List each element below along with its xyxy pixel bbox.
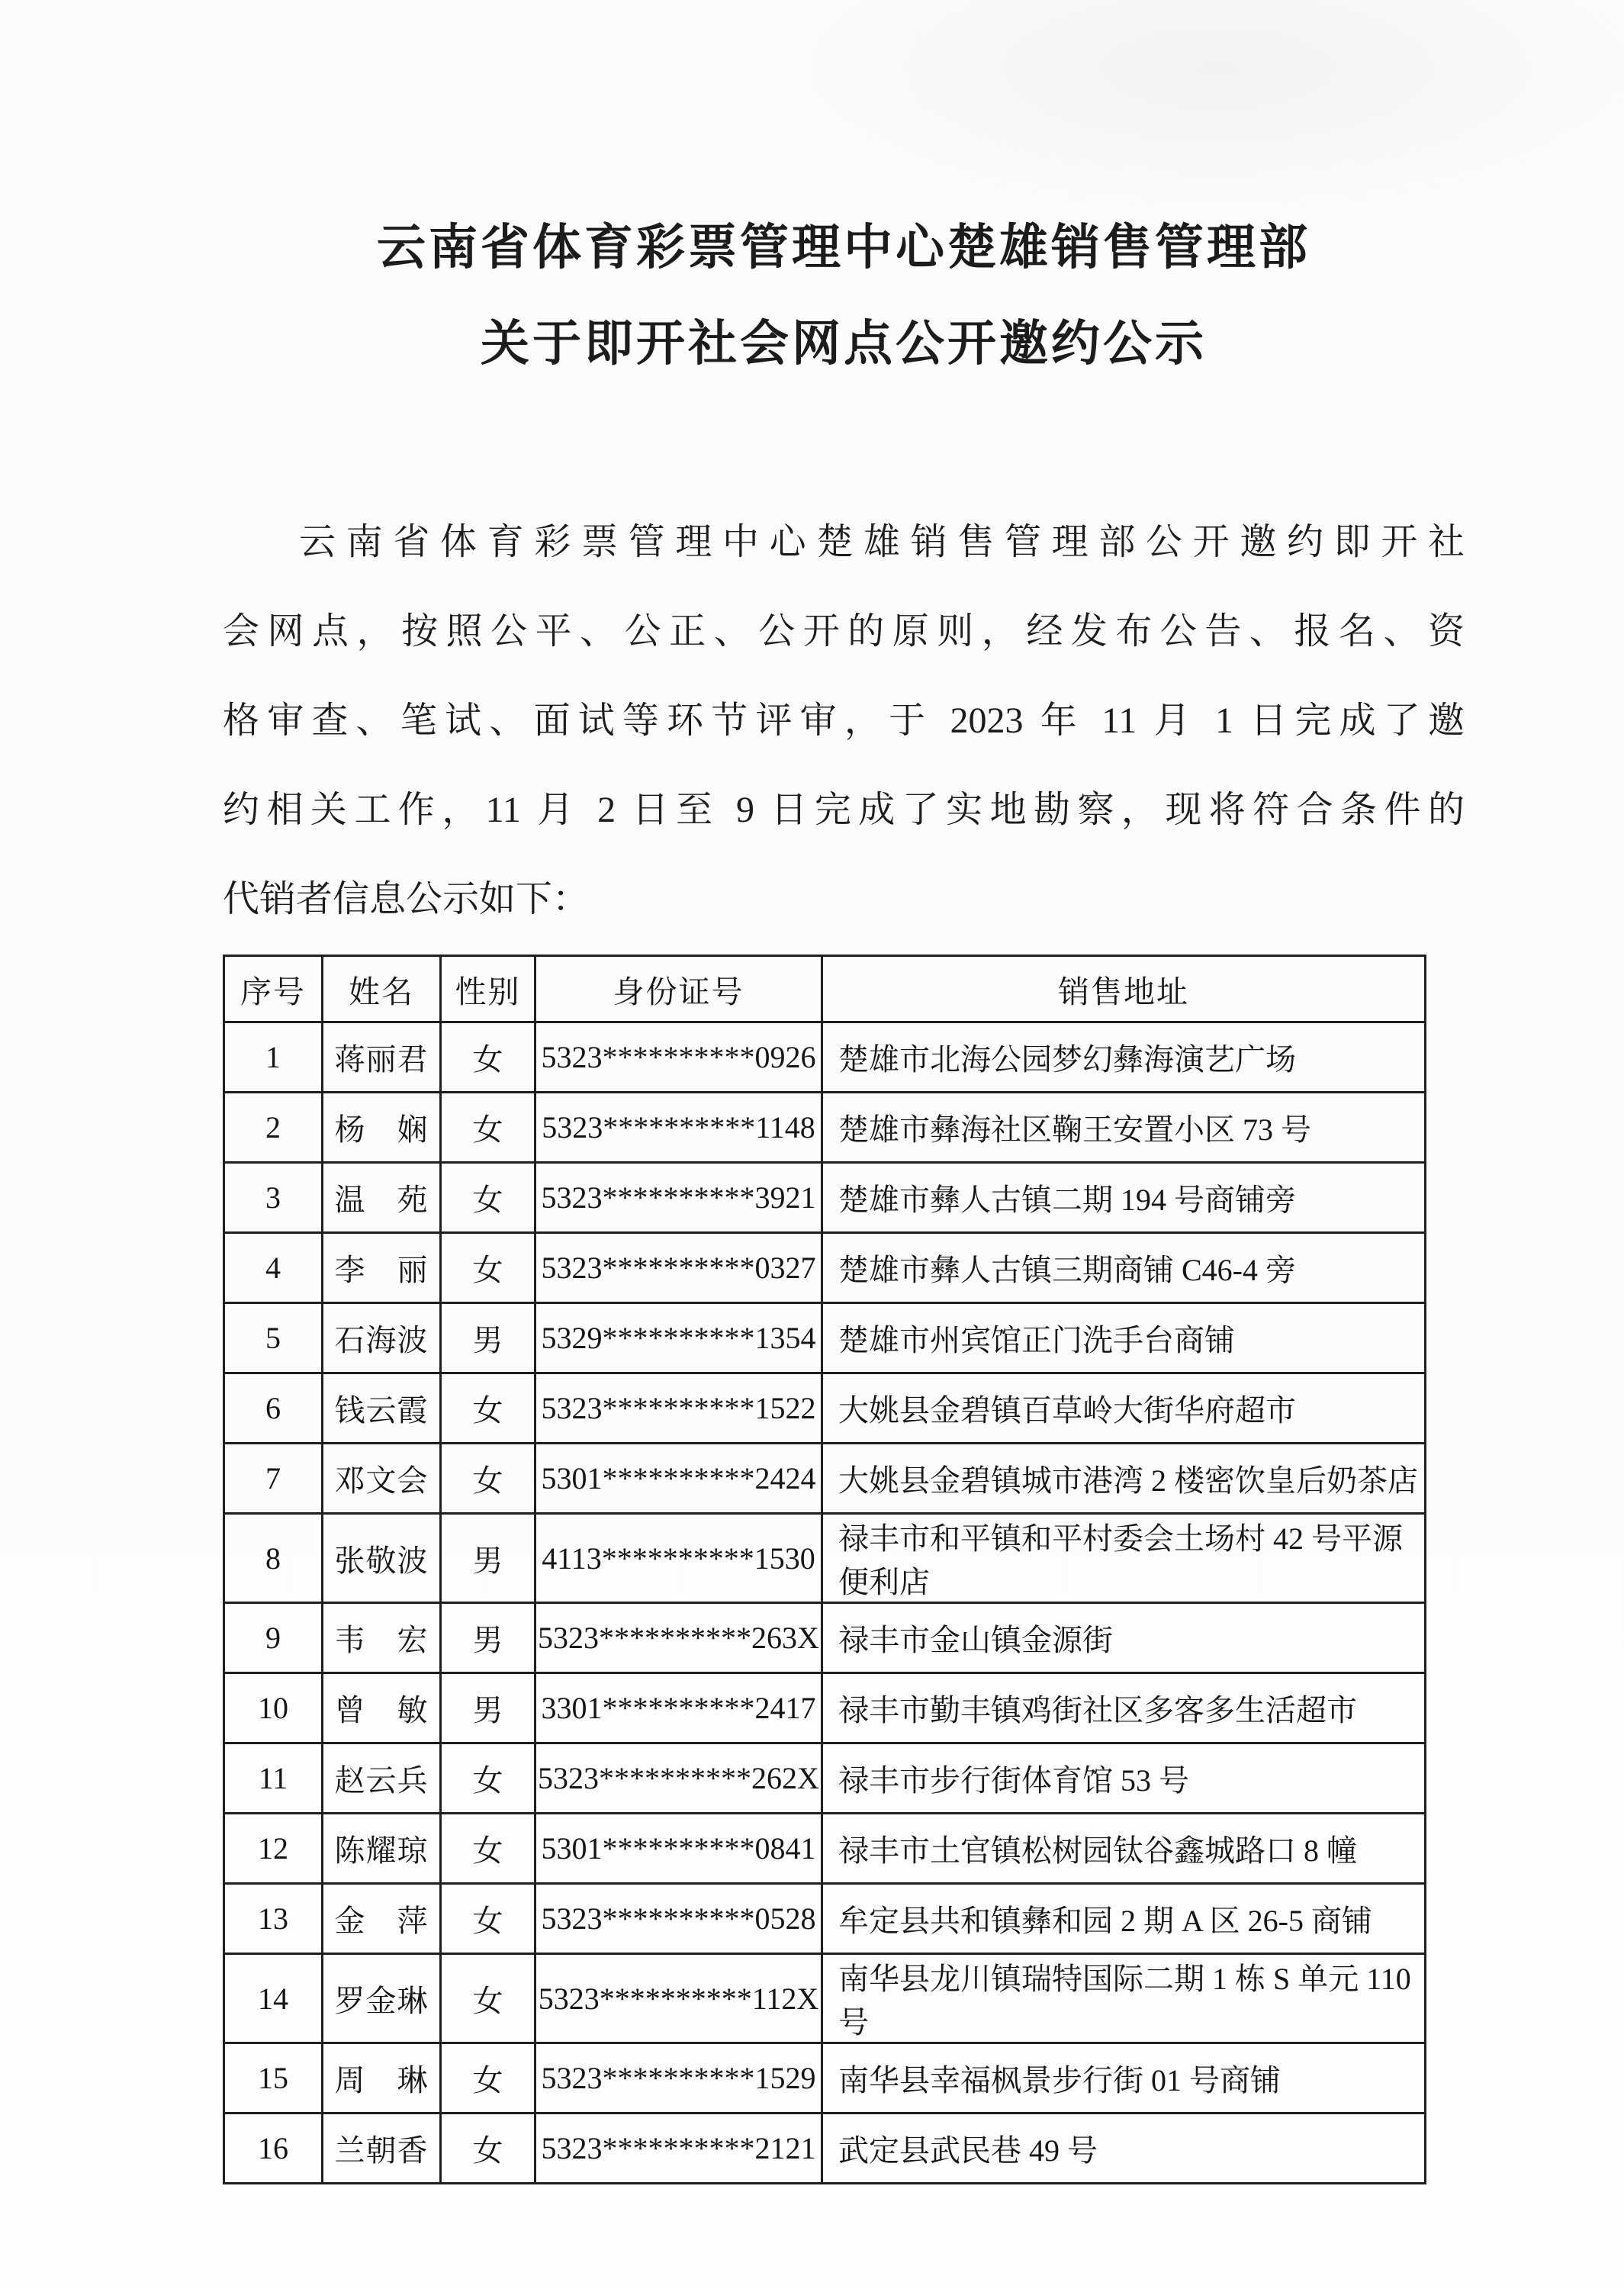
cell-gender: 女 <box>441 2114 535 2184</box>
col-header-gender: 性别 <box>441 956 535 1022</box>
cell-gender: 女 <box>441 1093 535 1163</box>
cell-index: 13 <box>224 1884 323 1954</box>
table-row <box>224 1514 1426 1603</box>
cell-gender: 女 <box>441 1954 535 2043</box>
intro-line: 云南省体育彩票管理中心楚雄销售管理部公开邀约即开社 <box>299 522 1465 562</box>
intro-line: 格审查、笔试、面试等环节评审，于 2023 年 11 月 1 日完成了邀 <box>223 700 1465 741</box>
cell-gender: 男 <box>441 1303 535 1373</box>
table-row <box>224 2114 1426 2184</box>
cell-name: 金 萍 <box>323 1884 441 1954</box>
cell-index: 7 <box>224 1444 323 1514</box>
table-row <box>224 1673 1426 1743</box>
cell-name: 陈耀琼 <box>323 1814 441 1884</box>
cell-index: 4 <box>224 1233 323 1303</box>
cell-id-number: 5323**********0926 <box>535 1022 822 1093</box>
cell-index: 5 <box>224 1303 323 1373</box>
dealers-table <box>223 955 1426 2184</box>
cell-id-number: 5329**********1354 <box>535 1303 822 1373</box>
cell-address: 南华县幸福枫景步行街 01 号商铺 <box>822 2043 1426 2114</box>
cell-index: 15 <box>224 2043 323 2114</box>
document-title <box>223 0 1465 392</box>
cell-name: 韦 宏 <box>323 1603 441 1673</box>
col-header-address: 销售地址 <box>822 956 1426 1022</box>
table-header <box>224 956 1426 1022</box>
cell-address: 牟定县共和镇彝和园 2 期 A 区 26-5 商铺 <box>822 1884 1426 1954</box>
cell-name: 罗金琳 <box>323 1954 441 2043</box>
table-row <box>224 1303 1426 1373</box>
cell-id-number: 5323**********1529 <box>535 2043 822 2114</box>
cell-index: 2 <box>224 1093 323 1163</box>
cell-id-number: 5323**********1522 <box>535 1373 822 1444</box>
table-row <box>224 1884 1426 1954</box>
intro-line: 代销者信息公示如下： <box>223 879 590 919</box>
table-row <box>224 1373 1426 1444</box>
table-row <box>224 2043 1426 2114</box>
cell-gender: 女 <box>441 1163 535 1233</box>
cell-gender: 男 <box>441 1603 535 1673</box>
table-row <box>224 1814 1426 1884</box>
cell-index: 16 <box>224 2114 323 2184</box>
cell-index: 9 <box>224 1603 323 1673</box>
cell-gender: 女 <box>441 1444 535 1514</box>
cell-index: 3 <box>224 1163 323 1233</box>
cell-address: 南华县龙川镇瑞特国际二期 1 栋 S 单元 110 号 <box>822 1954 1426 2043</box>
cell-address: 武定县武民巷 49 号 <box>822 2114 1426 2184</box>
cell-id-number: 5323**********0528 <box>535 1884 822 1954</box>
cell-gender: 女 <box>441 1814 535 1884</box>
cell-address: 大姚县金碧镇城市港湾 2 楼密饮皇后奶茶店 <box>822 1444 1426 1514</box>
cell-id-number: 5323**********0327 <box>535 1233 822 1303</box>
cell-name: 张敬波 <box>323 1514 441 1603</box>
cell-name: 温 苑 <box>323 1163 441 1233</box>
cell-address: 楚雄市北海公园梦幻彝海演艺广场 <box>822 1022 1426 1093</box>
cell-name: 杨 娴 <box>323 1093 441 1163</box>
cell-address: 禄丰市和平镇和平村委会土场村 42 号平源便利店 <box>822 1514 1426 1603</box>
cell-address: 禄丰市步行街体育馆 53 号 <box>822 1743 1426 1814</box>
cell-id-number: 5323**********2121 <box>535 2114 822 2184</box>
table-row <box>224 1743 1426 1814</box>
cell-index: 6 <box>224 1373 323 1444</box>
cell-gender: 女 <box>441 1743 535 1814</box>
cell-address: 禄丰市土官镇松树园钛谷鑫城路口 8 幢 <box>822 1814 1426 1884</box>
cell-address: 禄丰市勤丰镇鸡街社区多客多生活超市 <box>822 1673 1426 1743</box>
cell-address: 禄丰市金山镇金源街 <box>822 1603 1426 1673</box>
cell-gender: 女 <box>441 2043 535 2114</box>
cell-id-number: 5323**********262X <box>535 1743 822 1814</box>
intro-line: 约相关工作，11 月 2 日至 9 日完成了实地勘察，现将符合条件的 <box>223 790 1465 830</box>
cell-address: 大姚县金碧镇百草岭大街华府超市 <box>822 1373 1426 1444</box>
cell-gender: 女 <box>441 1373 535 1444</box>
table-body <box>224 1022 1426 2184</box>
cell-id-number: 5301**********0841 <box>535 1814 822 1884</box>
cell-id-number: 5323**********263X <box>535 1603 822 1673</box>
cell-name: 赵云兵 <box>323 1743 441 1814</box>
cell-gender: 女 <box>441 1884 535 1954</box>
cell-name: 周 琳 <box>323 2043 441 2114</box>
table-row <box>224 1444 1426 1514</box>
cell-index: 10 <box>224 1673 323 1743</box>
cell-gender: 女 <box>441 1022 535 1093</box>
intro-paragraph <box>223 497 1465 944</box>
cell-index: 11 <box>224 1743 323 1814</box>
cell-name: 兰朝香 <box>323 2114 441 2184</box>
cell-index: 12 <box>224 1814 323 1884</box>
cell-name: 蒋丽君 <box>323 1022 441 1093</box>
cell-gender: 男 <box>441 1673 535 1743</box>
table-row <box>224 1093 1426 1163</box>
cell-id-number: 5323**********3921 <box>535 1163 822 1233</box>
title-line-2: 关于即开社会网点公开邀约公示 <box>481 317 1207 371</box>
cell-address: 楚雄市彝海社区鞠王安置小区 73 号 <box>822 1093 1426 1163</box>
cell-id-number: 5323**********1148 <box>535 1093 822 1163</box>
cell-id-number: 5323**********112X <box>535 1954 822 2043</box>
document-content <box>223 0 1465 2184</box>
table-row <box>224 1954 1426 2043</box>
cell-address: 楚雄市彝人古镇三期商铺 C46-4 旁 <box>822 1233 1426 1303</box>
table-row <box>224 1233 1426 1303</box>
table-header-row <box>224 956 1426 1022</box>
table-row <box>224 1603 1426 1673</box>
cell-id-number: 5301**********2424 <box>535 1444 822 1514</box>
cell-name: 钱云霞 <box>323 1373 441 1444</box>
cell-name: 邓文会 <box>323 1444 441 1514</box>
cell-gender: 男 <box>441 1514 535 1603</box>
col-header-id-number: 身份证号 <box>535 956 822 1022</box>
cell-index: 14 <box>224 1954 323 2043</box>
cell-index: 8 <box>224 1514 323 1603</box>
cell-id-number: 4113**********1530 <box>535 1514 822 1603</box>
cell-gender: 女 <box>441 1233 535 1303</box>
col-header-index: 序号 <box>224 956 323 1022</box>
col-header-name: 姓名 <box>323 956 441 1022</box>
table-row <box>224 1163 1426 1233</box>
cell-index: 1 <box>224 1022 323 1093</box>
title-line-1: 云南省体育彩票管理中心楚雄销售管理部 <box>377 221 1310 275</box>
table-row <box>224 1022 1426 1093</box>
intro-line: 会网点，按照公平、公正、公开的原则，经发布公告、报名、资 <box>223 611 1465 652</box>
cell-address: 楚雄市州宾馆正门洗手台商铺 <box>822 1303 1426 1373</box>
cell-name: 石海波 <box>323 1303 441 1373</box>
cell-id-number: 3301**********2417 <box>535 1673 822 1743</box>
cell-name: 李 丽 <box>323 1233 441 1303</box>
cell-address: 楚雄市彝人古镇二期 194 号商铺旁 <box>822 1163 1426 1233</box>
cell-name: 曾 敏 <box>323 1673 441 1743</box>
